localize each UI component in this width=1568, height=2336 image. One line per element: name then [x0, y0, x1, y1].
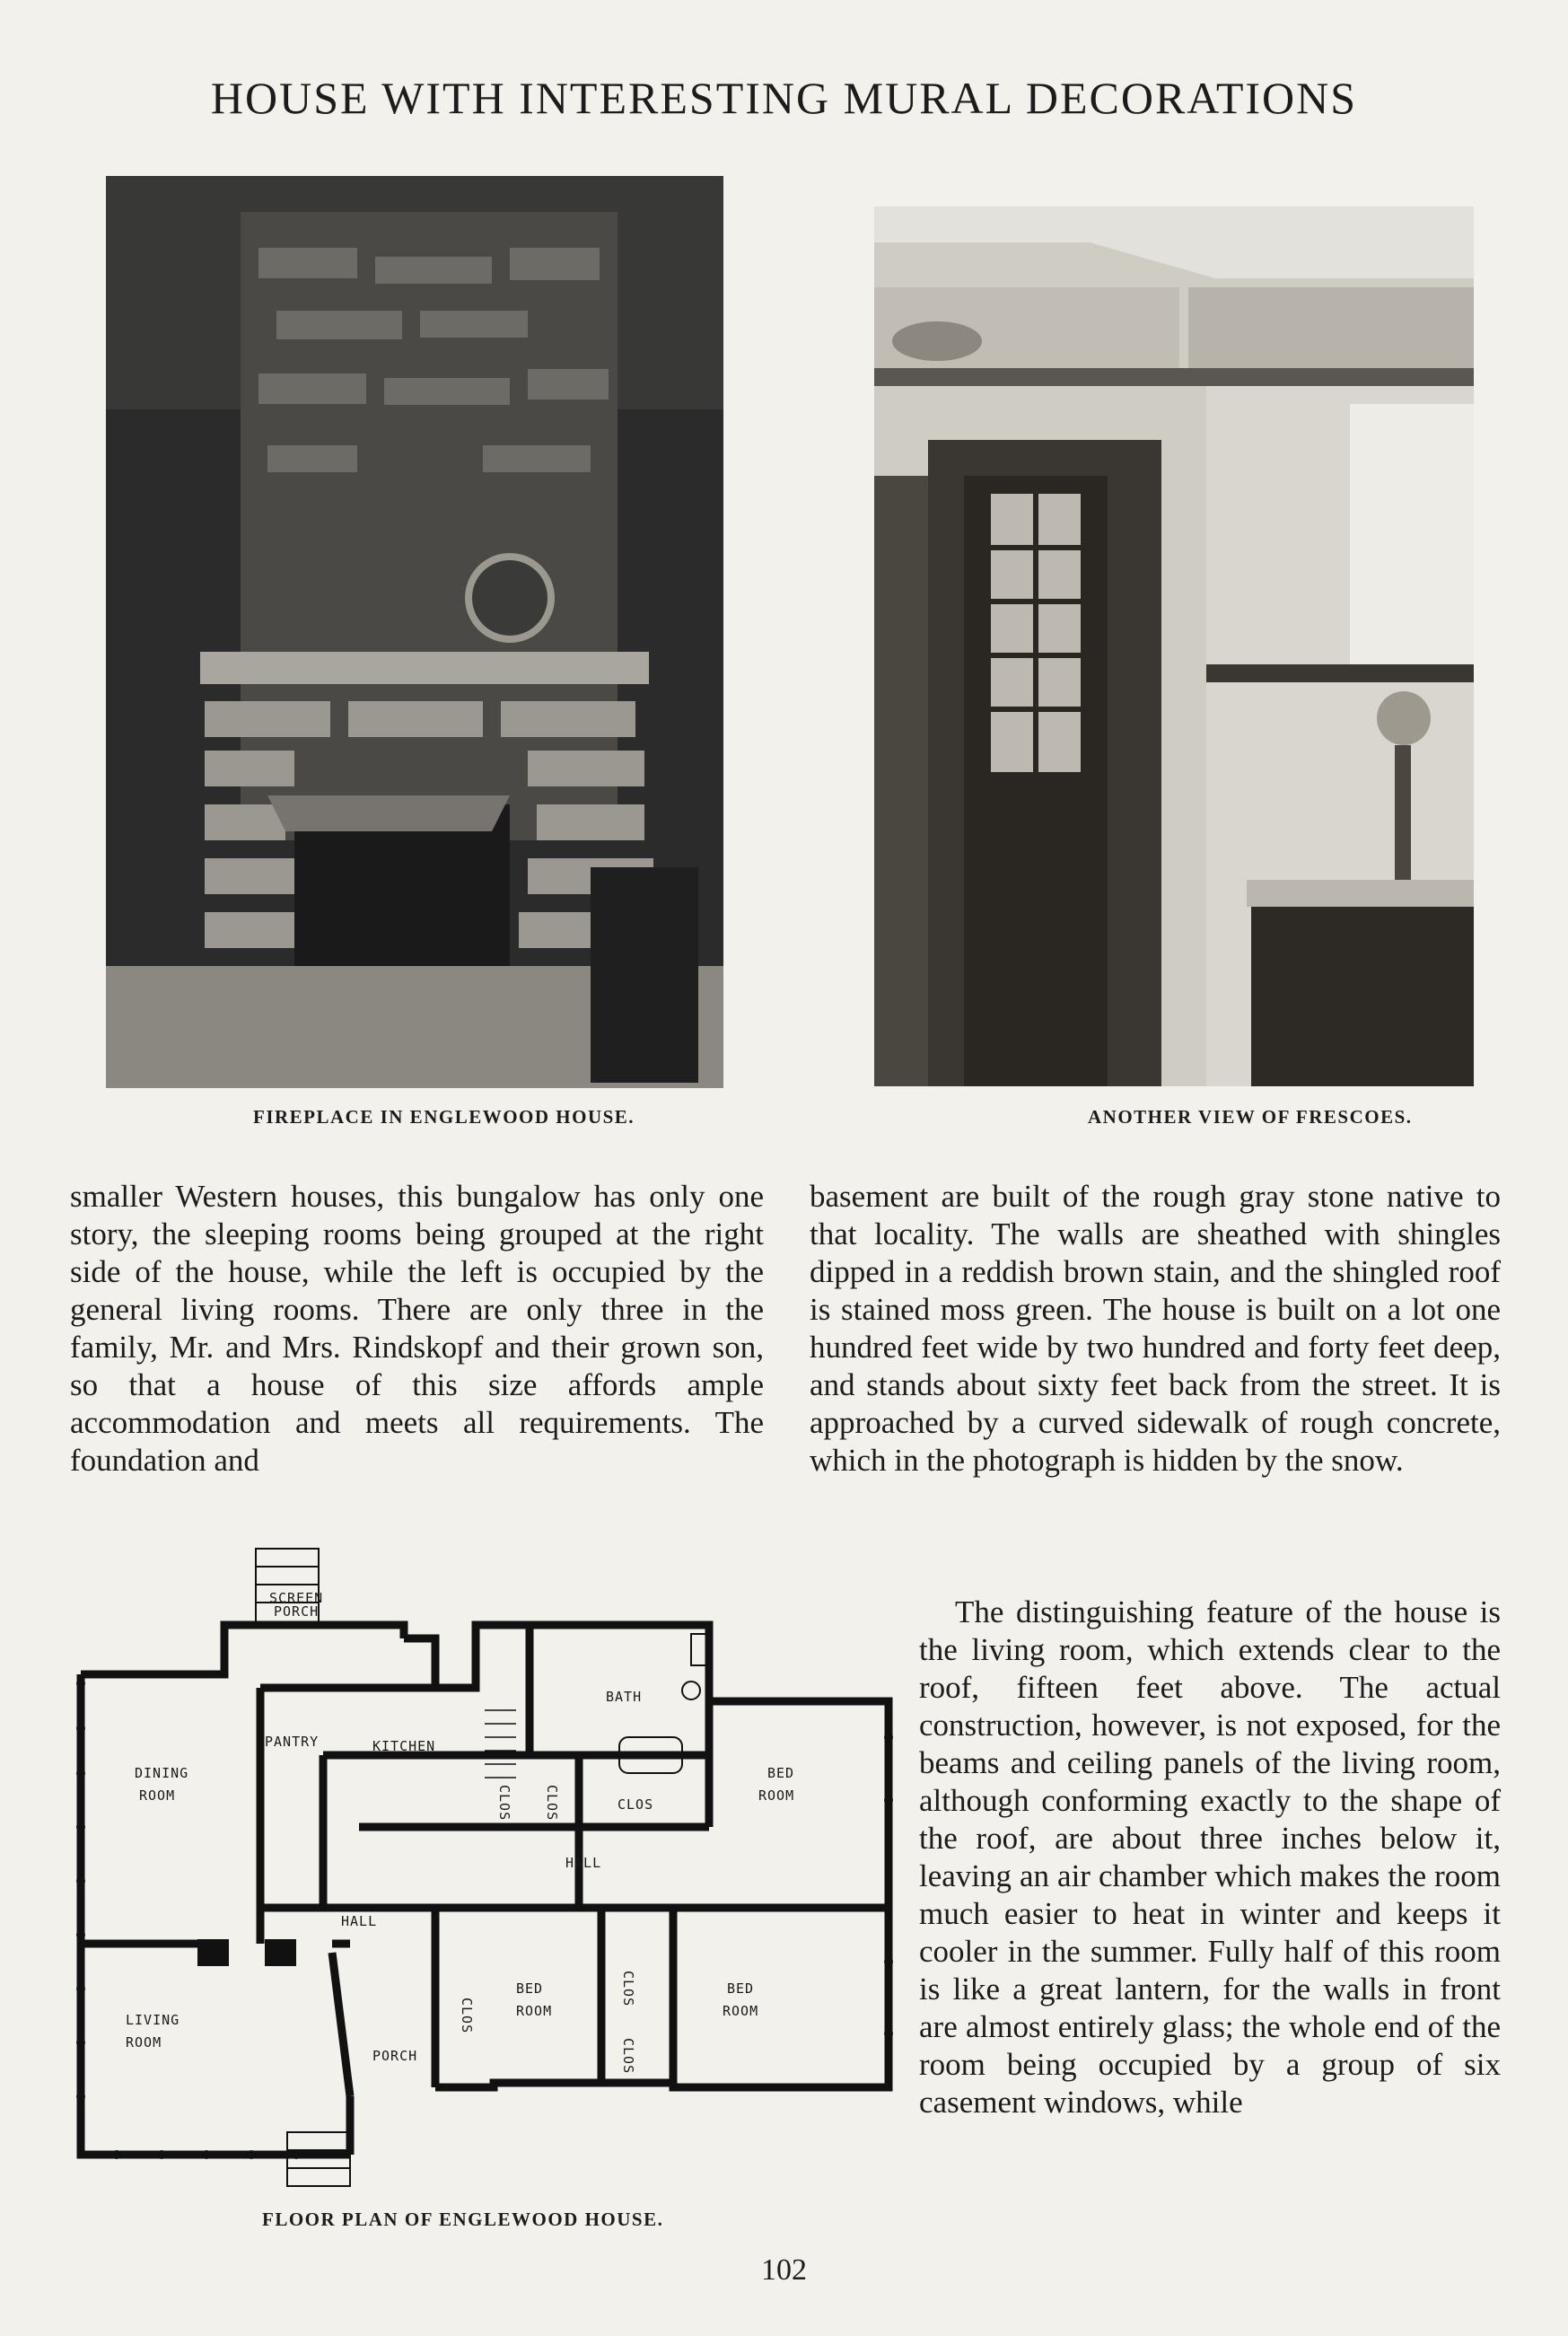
plan-label-living-2: ROOM — [126, 2034, 162, 2051]
plan-label-kitchen: KITCHEN — [372, 1738, 436, 1754]
left-column-paragraph: smaller Western houses, this bungalow has only one story, the sleeping rooms being grouped at the right side of the house, while the left is occupied by the general living rooms. There are only three in the family, Mr. and Mrs. Rindskopf and their grown son, so that a house of this size affords ample accommodation and meets all requirements. The foundation and — [70, 1179, 764, 1478]
page-title: HOUSE WITH INTERESTING MURAL DECORATIONS — [210, 73, 1358, 123]
plan-label-bed-ne-1: BED — [767, 1765, 795, 1781]
plan-label-clos-stair: CLOS — [496, 1785, 512, 1822]
plan-label-clos-stair-2: CLOS — [544, 1785, 560, 1822]
plan-label-bath: BATH — [606, 1689, 643, 1705]
plan-label-clos-hall: CLOS — [459, 1998, 475, 2034]
plan-label-bed-center-1: BED — [516, 1980, 544, 1997]
plan-label-clos-bath: CLOS — [618, 1796, 654, 1813]
plan-label-hall-west: HALL — [341, 1913, 378, 1929]
plan-label-screen-porch-2: PORCH — [274, 1603, 320, 1620]
frescoes-photo — [874, 206, 1474, 1086]
plan-label-bed-center-2: ROOM — [516, 2003, 553, 2019]
plan-label-clos-center: CLOS — [620, 1971, 636, 2007]
floor-plan-caption: FLOOR PLAN OF ENGLEWOOD HOUSE. — [262, 2209, 664, 2230]
plan-label-pantry: PANTRY — [265, 1734, 320, 1750]
plan-label-dining-1: DINING — [135, 1765, 189, 1781]
plan-label-bed-se-2: ROOM — [723, 2003, 759, 2019]
fireplace-photo — [106, 176, 723, 1088]
right-column-paragraph-2: The distinguishing feature of the house is the living room, which extends clear to the roof, fifteen feet above. The actual construction, however, is not exposed, for the beams and ceiling panels of the living room, although conforming exactly to the shape of the roof, are about three inches below it, leaving an air chamber which makes the room much easier to heat in winter and keeps it cooler in the summer. Fully half of this room is like a great lantern, for the walls in front are almost entirely glass; the whole end of the room being occupied by a group of six casement windows, while — [919, 1594, 1501, 2120]
floor-plan — [63, 1531, 898, 2195]
page-number: 102 — [761, 2253, 807, 2287]
plan-label-clos-bottom: CLOS — [620, 2038, 636, 2075]
plan-label-screen-porch-1: SCREEN — [269, 1590, 324, 1606]
plan-label-porch: PORCH — [372, 2048, 418, 2064]
frescoes-caption: ANOTHER VIEW OF FRESCOES. — [1088, 1106, 1413, 1128]
plan-label-bed-ne-2: ROOM — [758, 1787, 795, 1804]
left-column — [70, 1178, 764, 1480]
right-column-paragraph-1: basement are built of the rough gray stone native to that locality. The walls are sheathed with shingles dipped in a reddish brown stain, and the shingled roof is stained moss green. The house is built on a lot one hundred feet wide by two hundred and forty feet deep, and stands about sixty feet back from the street. It is approached by a curved sidewalk of rough concrete, which in the photograph is hidden by the snow. — [810, 1179, 1501, 1478]
plan-label-bed-se-1: BED — [727, 1980, 755, 1997]
plan-label-hall-center: HALL — [565, 1855, 602, 1871]
fireplace-caption: FIREPLACE IN ENGLEWOOD HOUSE. — [253, 1106, 635, 1128]
plan-label-dining-2: ROOM — [139, 1787, 176, 1804]
right-column-bottom — [810, 1594, 1501, 2121]
plan-label-living-1: LIVING — [126, 2012, 180, 2028]
right-column-top — [810, 1178, 1501, 1480]
